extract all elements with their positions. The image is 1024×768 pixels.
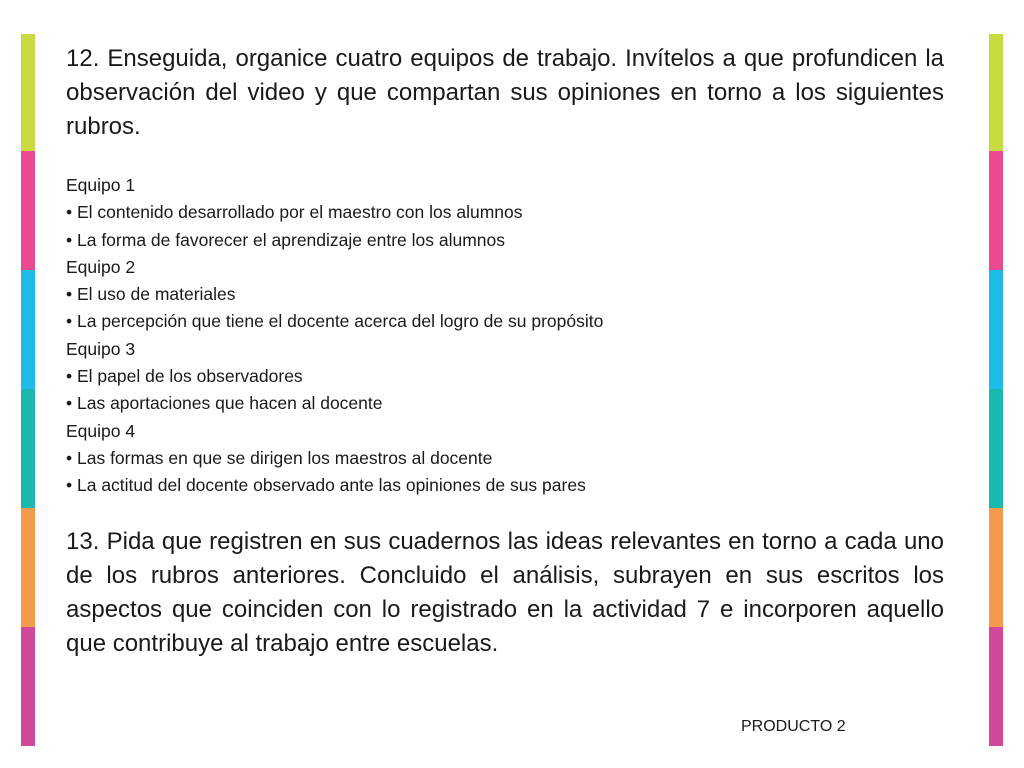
stripe-segment-teal	[989, 389, 1003, 508]
equipos-list	[66, 172, 944, 500]
stripe-segment-magenta	[989, 627, 1003, 746]
stripe-segment-sky	[21, 270, 35, 389]
list-item: • El uso de materiales	[66, 284, 236, 305]
equipo-4-title: Equipo 4	[66, 420, 136, 441]
stripe-segment-pink	[989, 151, 1003, 270]
stripe-segment-lime	[21, 34, 35, 151]
list-item: • Las formas en que se dirigen los maestros al docente	[66, 447, 493, 468]
equipo-1-title: Equipo 1	[66, 175, 136, 195]
equipo-3-title: Equipo 3	[66, 338, 136, 359]
step-12-paragraph: 12. Enseguida, organice cuatro equipos de trabajo. Invítelos a que profundicen la observación del video y que compartan sus opiniones en torno a los siguientes rubros.	[66, 45, 944, 140]
stripe-segment-orange	[21, 508, 35, 627]
product-label: PRODUCTO 2	[741, 718, 846, 735]
step-13-paragraph: 13. Pida que registren en sus cuadernos las ideas relevantes en torno a cada uno de los rubros anteriores. Concluido el análisis, subrayen en sus escritos los aspectos que coinciden con lo registrado en la actividad 7 e incorporen aquello que contribuye al trabajo entre escuelas.	[66, 527, 944, 657]
list-item: • Las aportaciones que hacen al docente	[66, 393, 383, 414]
slide-content	[66, 42, 944, 661]
left-color-stripe	[21, 34, 35, 746]
equipo-2-title: Equipo 2	[66, 256, 136, 277]
list-item: • El papel de los observadores	[66, 366, 303, 387]
list-item: • El contenido desarrollado por el maestro con los alumnos	[66, 202, 523, 223]
stripe-segment-pink	[21, 151, 35, 270]
stripe-segment-sky	[989, 270, 1003, 389]
stripe-segment-magenta	[21, 627, 35, 746]
stripe-segment-orange	[989, 508, 1003, 627]
list-item: • La actitud del docente observado ante las opiniones de sus pares	[66, 475, 586, 496]
stripe-segment-lime	[989, 34, 1003, 151]
right-color-stripe	[989, 34, 1003, 746]
stripe-segment-teal	[21, 389, 35, 508]
list-item: • La percepción que tiene el docente acerca del logro de su propósito	[66, 311, 604, 332]
list-item: • La forma de favorecer el aprendizaje entre los alumnos	[66, 229, 506, 250]
